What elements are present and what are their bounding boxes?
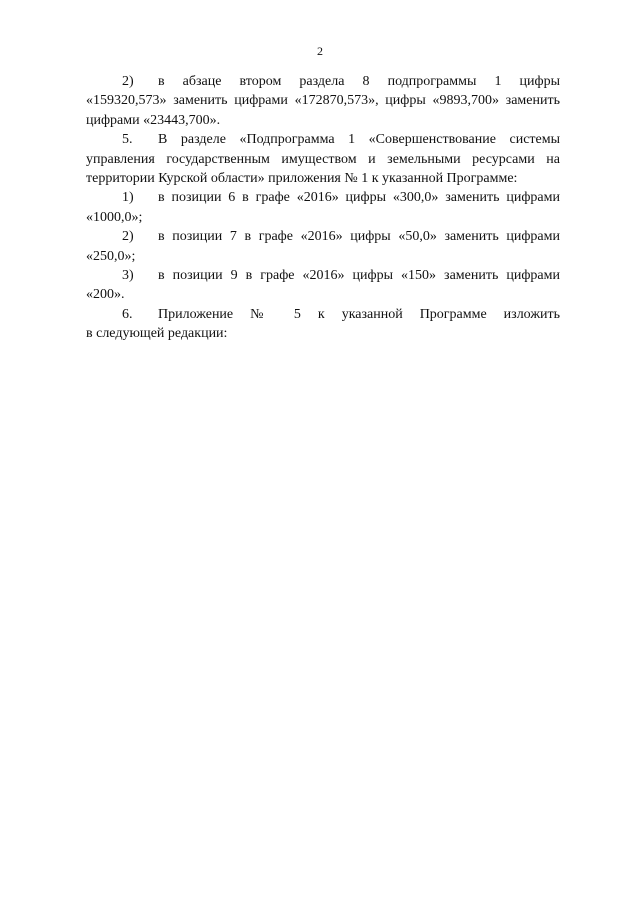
item-first-line — [86, 266, 560, 285]
document-body — [86, 72, 560, 344]
list-item — [86, 130, 560, 188]
list-item — [86, 227, 560, 266]
item-continuation-text: управления государственным имуществом и земельными ресурсами на территории Курской области» приложения № 1 к указанной Программе: — [86, 151, 560, 187]
item-first-line — [86, 227, 560, 246]
item-first-line — [86, 130, 560, 149]
item-continuation-text: «200». — [86, 287, 125, 303]
item-first-line — [86, 72, 560, 91]
item-continuation-text: «159320,573» заменить цифрами «172870,573», цифры «9893,700» заменить цифрами «23443,700». — [86, 93, 560, 128]
list-item — [86, 305, 560, 344]
item-number: 2) — [122, 229, 134, 245]
item-number: 3) — [122, 268, 134, 284]
page-number: 2 — [317, 44, 323, 58]
item-first-line-text: Приложение № 5 к указанной Программе изложить — [158, 306, 560, 322]
item-first-line — [86, 305, 560, 324]
item-first-line-text: в позиции 7 в графе «2016» цифры «50,0» заменить цифрами — [158, 229, 560, 245]
item-first-line-text: в позиции 6 в графе «2016» цифры «300,0» заменить цифрами — [158, 190, 560, 206]
item-first-line — [86, 188, 560, 207]
item-continuation-text: «250,0»; — [86, 248, 136, 264]
item-continuation-text: в следующей редакции: — [86, 326, 228, 342]
item-first-line-text: В разделе «Подпрограмма 1 «Совершенствование системы — [158, 132, 560, 148]
item-number: 1) — [122, 190, 134, 206]
item-number: 6. — [122, 306, 133, 322]
list-item — [86, 266, 560, 305]
list-item — [86, 72, 560, 130]
item-number: 2) — [122, 74, 134, 89]
list-item — [86, 188, 560, 227]
item-continuation-text: «1000,0»; — [86, 209, 143, 225]
item-first-line-text: в абзаце втором раздела 8 подпрограммы 1 цифры — [158, 74, 560, 89]
item-number: 5. — [122, 132, 133, 148]
item-first-line-text: в позиции 9 в графе «2016» цифры «150» заменить цифрами — [158, 268, 560, 284]
